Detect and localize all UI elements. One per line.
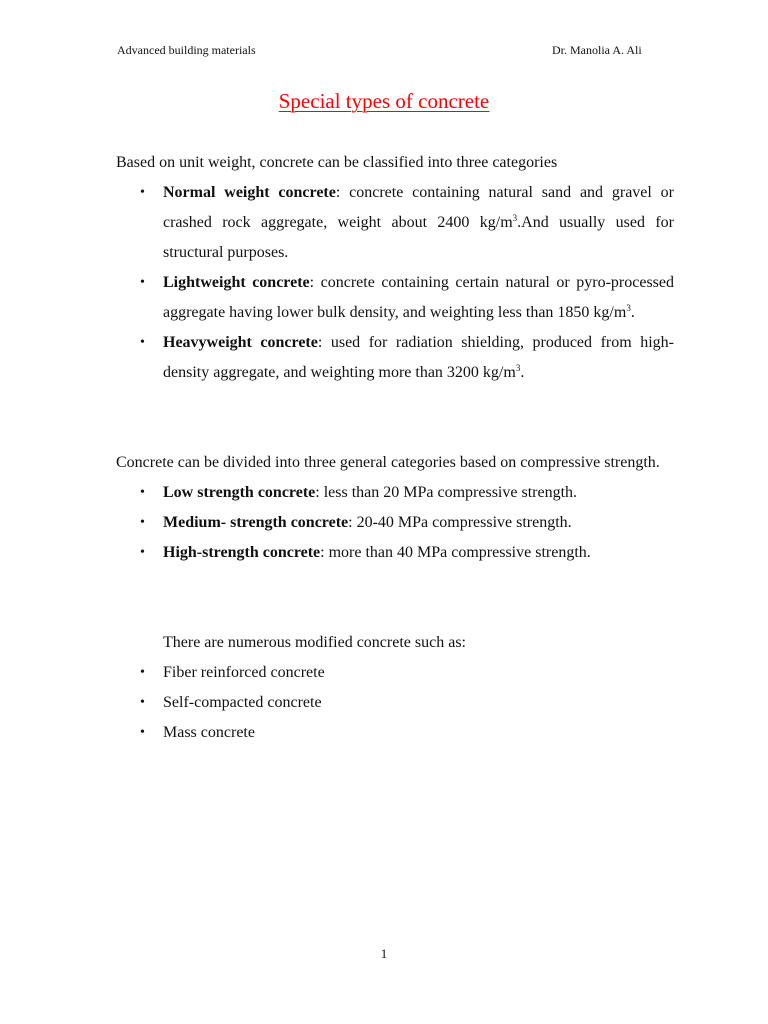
list-item-normal-weight [116, 178, 674, 268]
bullet-icon: • [140, 695, 145, 710]
list-item-low-strength [116, 478, 674, 508]
modified-section [116, 658, 674, 748]
term-high-strength: High-strength concrete [163, 544, 321, 561]
bullet-icon: • [140, 275, 145, 290]
modified-item: Self-compacted concrete [163, 694, 322, 711]
unit-weight-section [116, 148, 674, 388]
list-item-medium-strength [116, 508, 674, 538]
desc-low-strength: : less than 20 MPa compressive strength. [315, 484, 578, 501]
list-item-mass [116, 718, 674, 748]
bullet-icon: • [140, 185, 145, 200]
unit-weight-intro: Based on unit weight, concrete can be classified into three categories [116, 154, 558, 171]
list-item-heavyweight [116, 328, 674, 388]
term-lightweight: Lightweight concrete [163, 274, 310, 291]
unit-weight-list [116, 178, 674, 388]
bullet-icon: • [140, 545, 145, 560]
superscript: 3 [515, 363, 521, 373]
strength-section [116, 448, 674, 568]
desc-normal-weight-b: .And usually used for structural purposes. [163, 214, 674, 261]
modified-list [116, 658, 674, 748]
desc-lightweight-a: : concrete containing certain natural or pyro-processed aggregate having lower bulk density, and weighting less than 1850 kg/m [163, 274, 674, 321]
superscript: 3 [512, 213, 518, 223]
list-item-lightweight [116, 268, 674, 328]
list-item-fiber [116, 658, 674, 688]
desc-medium-strength: : 20-40 MPa compressive strength. [348, 514, 572, 531]
term-medium-strength: Medium- strength concrete [163, 514, 349, 531]
list-item-self-compacted [116, 688, 674, 718]
desc-normal-weight-a: : concrete containing natural sand and gravel or crashed rock aggregate, weight about 2400 kg/m [163, 184, 675, 231]
term-low-strength: Low strength concrete [163, 484, 316, 501]
modified-item: Fiber reinforced concrete [163, 664, 325, 681]
term-heavyweight: Heavyweight concrete [163, 334, 318, 351]
desc-high-strength: : more than 40 MPa compressive strength. [320, 544, 591, 561]
bullet-icon: • [140, 335, 145, 350]
desc-lightweight-b: . [630, 304, 635, 321]
list-item-high-strength [116, 538, 674, 568]
modified-intro: There are numerous modified concrete such as: [163, 634, 466, 651]
term-normal-weight: Normal weight concrete [163, 184, 336, 201]
modified-intro-block [163, 628, 683, 658]
desc-heavyweight-a: : used for radiation shielding, produced from high-density aggregate, and weighting more than 3200 kg/m [163, 334, 674, 381]
bullet-icon: • [140, 725, 145, 740]
superscript: 3 [626, 303, 631, 313]
page-title: Special types of concrete [278, 89, 490, 113]
page-number: 1 [380, 946, 388, 961]
modified-item: Mass concrete [163, 724, 255, 741]
header-author: Dr. Manolia A. Ali [552, 43, 642, 57]
bullet-icon: • [140, 515, 145, 530]
strength-list [116, 478, 674, 568]
bullet-icon: • [140, 485, 145, 500]
header-course: Advanced building materials [117, 43, 256, 57]
strength-intro: Concrete can be divided into three general categories based on compressive strength. [116, 454, 660, 471]
bullet-icon: • [140, 665, 145, 680]
desc-heavyweight-b: . [520, 364, 525, 381]
